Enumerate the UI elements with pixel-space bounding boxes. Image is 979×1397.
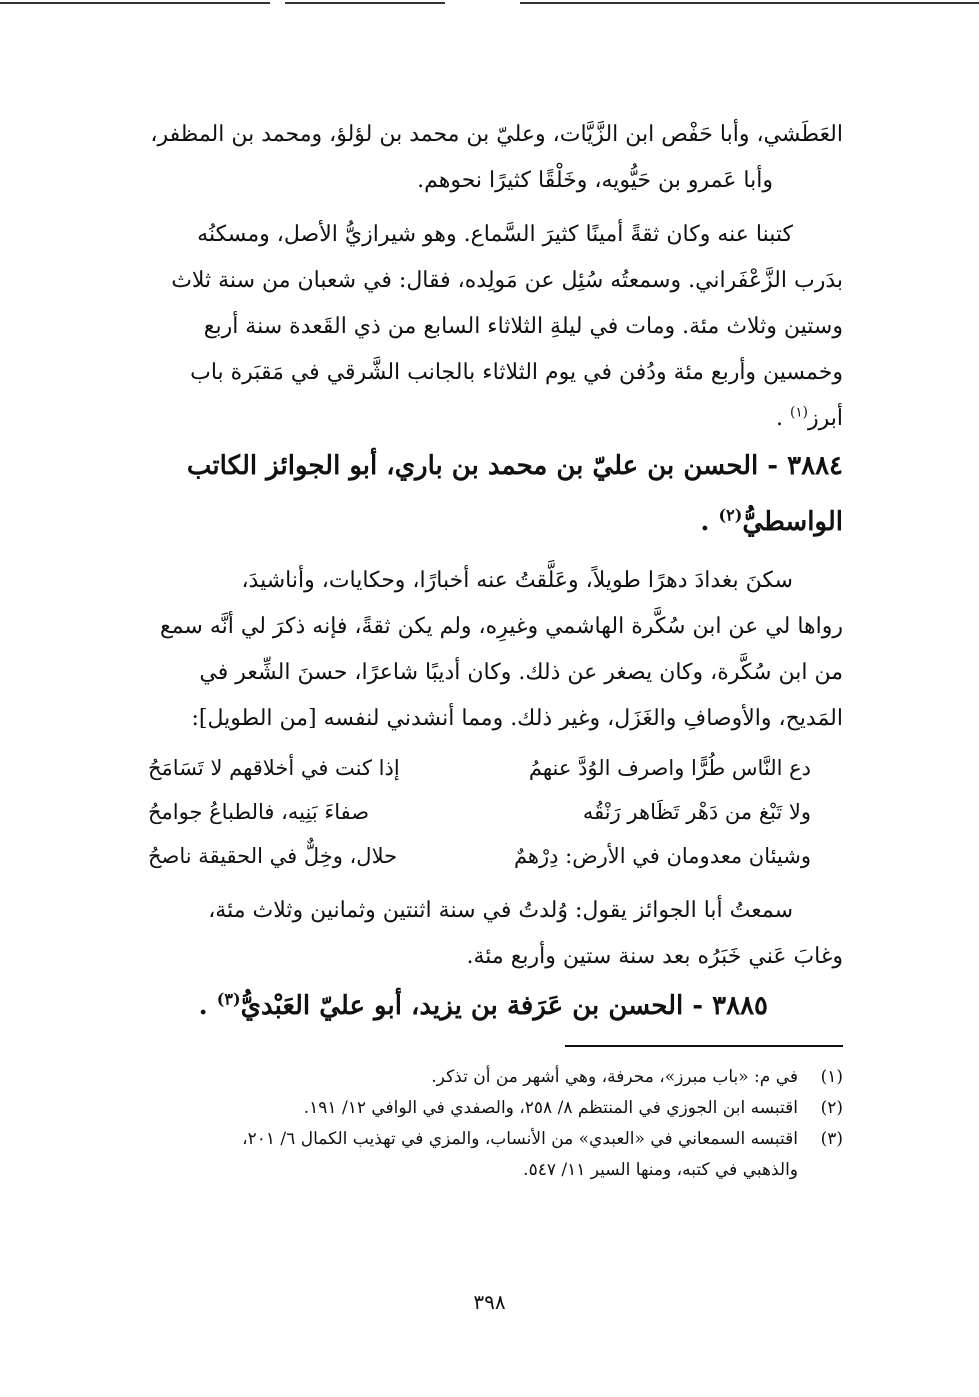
biography-2 <box>128 558 843 742</box>
text-line: سمعتُ أبا الجوائز يقول: وُلدتُ في سنة اثنتين وثمانين وثلاث مئة، <box>208 898 793 923</box>
poem <box>128 748 843 876</box>
entry-3884 <box>128 438 843 550</box>
scan-top-edge <box>0 2 979 4</box>
text-line: وستين وثلاث مئة. ومات في ليلةِ الثلاثاء السابع من ذي القَعدة سنة أربع <box>203 314 843 339</box>
footnote-3-continuation <box>128 1155 843 1186</box>
footnote-ref-2: (٢) <box>718 505 743 525</box>
verse-second-hemistich: صفاءَ بَنِيه، فالطباعُ جوامحُ <box>148 800 370 824</box>
text-line: سكنَ بغدادَ دهرًا طويلاً، وعَلَّقتُ عنه أخبارًا، وحكايات، وأناشيدَ، <box>241 568 793 593</box>
heading-line <box>128 978 768 1034</box>
footnotes <box>128 1062 843 1186</box>
footnote-text: والذهبي في كتبه، ومنها السير ١١/ ٥٤٧. <box>523 1160 798 1180</box>
text-line: وغابَ عَني خَبَرُه بعد سنة ستين وأربع مئة. <box>466 944 843 969</box>
footnote-number: (٣) <box>820 1129 843 1149</box>
punctuation: . <box>700 507 719 537</box>
heading-line <box>128 494 843 550</box>
footnote-separator <box>565 1045 843 1047</box>
text-fragment: أبرز <box>808 406 843 431</box>
text-line: وخمسين وأربع مئة ودُفن في يوم الثلاثاء بالجانب الشَّرقي في مَقبَرة باب <box>190 360 843 385</box>
verse-first-hemistich: ولا تَبْغ من دَهْر تَظَاهر رَنْقُه <box>582 800 811 824</box>
heading-line: ٣٨٨٤ - الحسن بن عليّ بن محمد بن باري، أبو الجوائز الكاتب <box>186 451 843 481</box>
verse-first-hemistich: وشيئان معدومان في الأرض: دِرْهمٌ <box>513 844 811 868</box>
footnote-1 <box>128 1062 843 1093</box>
heading-fragment: الواسطيُّ <box>742 507 843 537</box>
biography-paragraph <box>128 212 843 442</box>
footnote-ref-1: (١) <box>790 404 808 421</box>
footnote-2 <box>128 1093 843 1124</box>
footnote-3 <box>128 1124 843 1155</box>
footnote-number: (١) <box>820 1067 843 1087</box>
text-line: بدَرب الزَّعْفَراني. وسمعتُه سُئِل عن مَولِده، فقال: في شعبان من سنة ثلاث <box>171 268 843 293</box>
footnote-text: في م: «باب مبرز»، محرفة، وهي أشهر من أن تذكر. <box>431 1067 798 1087</box>
footnote-text: اقتبسه السمعاني في «العبدي» من الأنساب، والمزي في تهذيب الكمال ٦/ ٢٠١، <box>242 1129 798 1149</box>
footnote-text: اقتبسه ابن الجوزي في المنتظم ٨/ ٢٥٨، والصفدي في الوافي ١٢/ ١٩١. <box>303 1098 798 1118</box>
text-line: العَطَشي، وأبا حَفْص ابن الزَّيَّات، وعليّ بن محمد بن لؤلؤ، ومحمد بن المظفر، <box>150 122 843 147</box>
entry-heading <box>128 978 843 1034</box>
page-number: ٣٩٨ <box>473 1290 506 1314</box>
footnote-ref-3: (٣) <box>216 989 241 1009</box>
entry-heading <box>128 438 843 550</box>
poem-verse <box>128 836 843 876</box>
biography-paragraph <box>128 888 843 980</box>
biography-1 <box>128 212 843 442</box>
intro-block <box>128 112 843 204</box>
punctuation: . <box>776 406 791 431</box>
verse-second-hemistich: حلال، وخِلٌّ في الحقيقة ناصحُ <box>148 844 398 868</box>
verse-second-hemistich: إذا كنت في أخلاقهم لا تَسَامَحُ <box>148 756 400 780</box>
poem-verse <box>128 748 843 788</box>
biography-paragraph <box>128 558 843 742</box>
text-line: المَديح، والأوصافِ والغَزَل، وغير ذلك. ومما أنشدني لنفسه [من الطويل]: <box>191 706 843 731</box>
verse-first-hemistich: دع النَّاس طُرًّا واصرف الوُدَّ عنهمُ <box>528 756 811 780</box>
text-line: كتبنا عنه وكان ثقةً أمينًا كثيرَ السَّماع. وهو شيرازيُّ الأصل، ومسكنُه <box>197 222 793 247</box>
poem-verse <box>128 792 843 832</box>
text-line: من ابن سُكَّرة، وكان يصغر عن ذلك. وكان أديبًا شاعرًا، حسنَ الشِّعر في <box>199 660 843 685</box>
text-line: رواها لي عن ابن سُكَّرة الهاشمي وغيرِه، ولم يكن ثقةً، فإنه ذكرَ لي أنَّه سمع <box>159 614 843 639</box>
heading-fragment: ٣٨٨٥ - الحسن بن عَرَفة بن يزيد، أبو عليّ العَبْديُّ <box>240 991 768 1021</box>
footnote-number: (٢) <box>820 1098 843 1118</box>
entry-3885 <box>128 978 843 1034</box>
text-line <box>128 396 843 442</box>
text-line: وأبا عَمرو بن حَيُّويه، وخَلْقًا كثيرًا نحوهم. <box>417 168 773 193</box>
biography-3 <box>128 888 843 980</box>
intro-paragraph <box>128 112 843 204</box>
punctuation: . <box>198 991 217 1021</box>
